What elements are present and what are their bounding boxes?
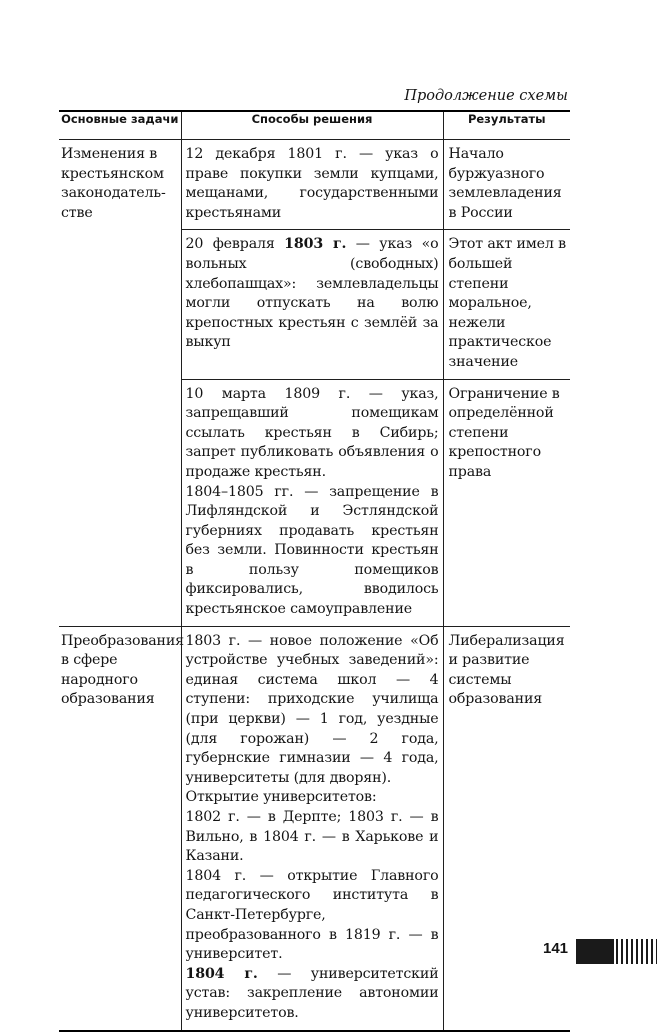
result-cell — [443, 230, 570, 379]
method-cell — [181, 230, 443, 379]
table-row — [59, 140, 570, 230]
result-text: Начало буржуазного землевладения в России — [448, 146, 562, 221]
result-cell — [443, 626, 570, 1030]
method-cell — [181, 140, 443, 230]
method-cell — [181, 626, 443, 1030]
method-text: 20 февраля 1803 г. — указ «о вольных (свободных) хлебопашцах»: землевладельцы могли отпускать на волю крепостных крестьян с землёй за выкуп — [185, 236, 439, 351]
reform-scheme-table — [59, 110, 570, 1032]
header-methods: Способы решения — [181, 111, 443, 140]
page-edge-marker — [576, 939, 657, 964]
method-text: 1803 г. — новое положение «Об устройстве учебных заведений»: единая система школ — 4 ступени: приходские училища (при церкви) — 1 год, уездные (для горожан) — 2 года, губернские гимназии — 4 года, университеты (для дворян). Открытие университетов: 1802 г. — в Дерпте; 1803 г. — в Вильно, в 1804 г. — в Харькове и Казани. 1804 г. — открытие Главного педагогического института в Санкт-Петербурге, преобразованного в 1819 г. — в университет. 1804 г. — университетский устав: закрепление автономии университетов. — [185, 632, 439, 1021]
result-text: Ограничение в определённой степени крепостного права — [448, 385, 560, 480]
page-number: 141 — [543, 940, 569, 957]
header-tasks: Основные задачи — [59, 111, 181, 140]
task-cell — [59, 626, 184, 1030]
table-header-row — [59, 111, 570, 140]
method-text: 12 декабря 1801 г. — указ о праве покупки земли купцами, мещанами, государственными крестьянами — [185, 146, 439, 221]
result-cell — [443, 379, 570, 626]
header-results: Результаты — [443, 111, 570, 140]
result-cell — [443, 140, 570, 230]
method-cell — [181, 379, 443, 626]
task-text: Преобразования в сфере народного образования — [61, 632, 184, 708]
scheme-continuation-caption: Продолжение схемы — [404, 88, 568, 104]
method-text: 10 марта 1809 г. — указ, запрещавший помещикам ссылать крестьян в Сибирь; запрет публиковать объявления о продаже крестьян. 1804–1805 гг. — запрещение в Лифляндской и Эстляндской губерниях продавать крестьян без земли. Повинности крестьян в пользу помещиков фиксировались, вводилось крестьянское самоуправление — [185, 385, 439, 618]
result-text: Этот акт имел в большей степени моральное, нежели практическое значение — [448, 236, 566, 370]
task-text: Изменения в крестьянском законодательстве — [61, 146, 166, 221]
result-text: Либерализация и развитие системы образования — [448, 632, 565, 708]
table-row — [59, 626, 570, 1030]
task-cell — [59, 140, 181, 627]
